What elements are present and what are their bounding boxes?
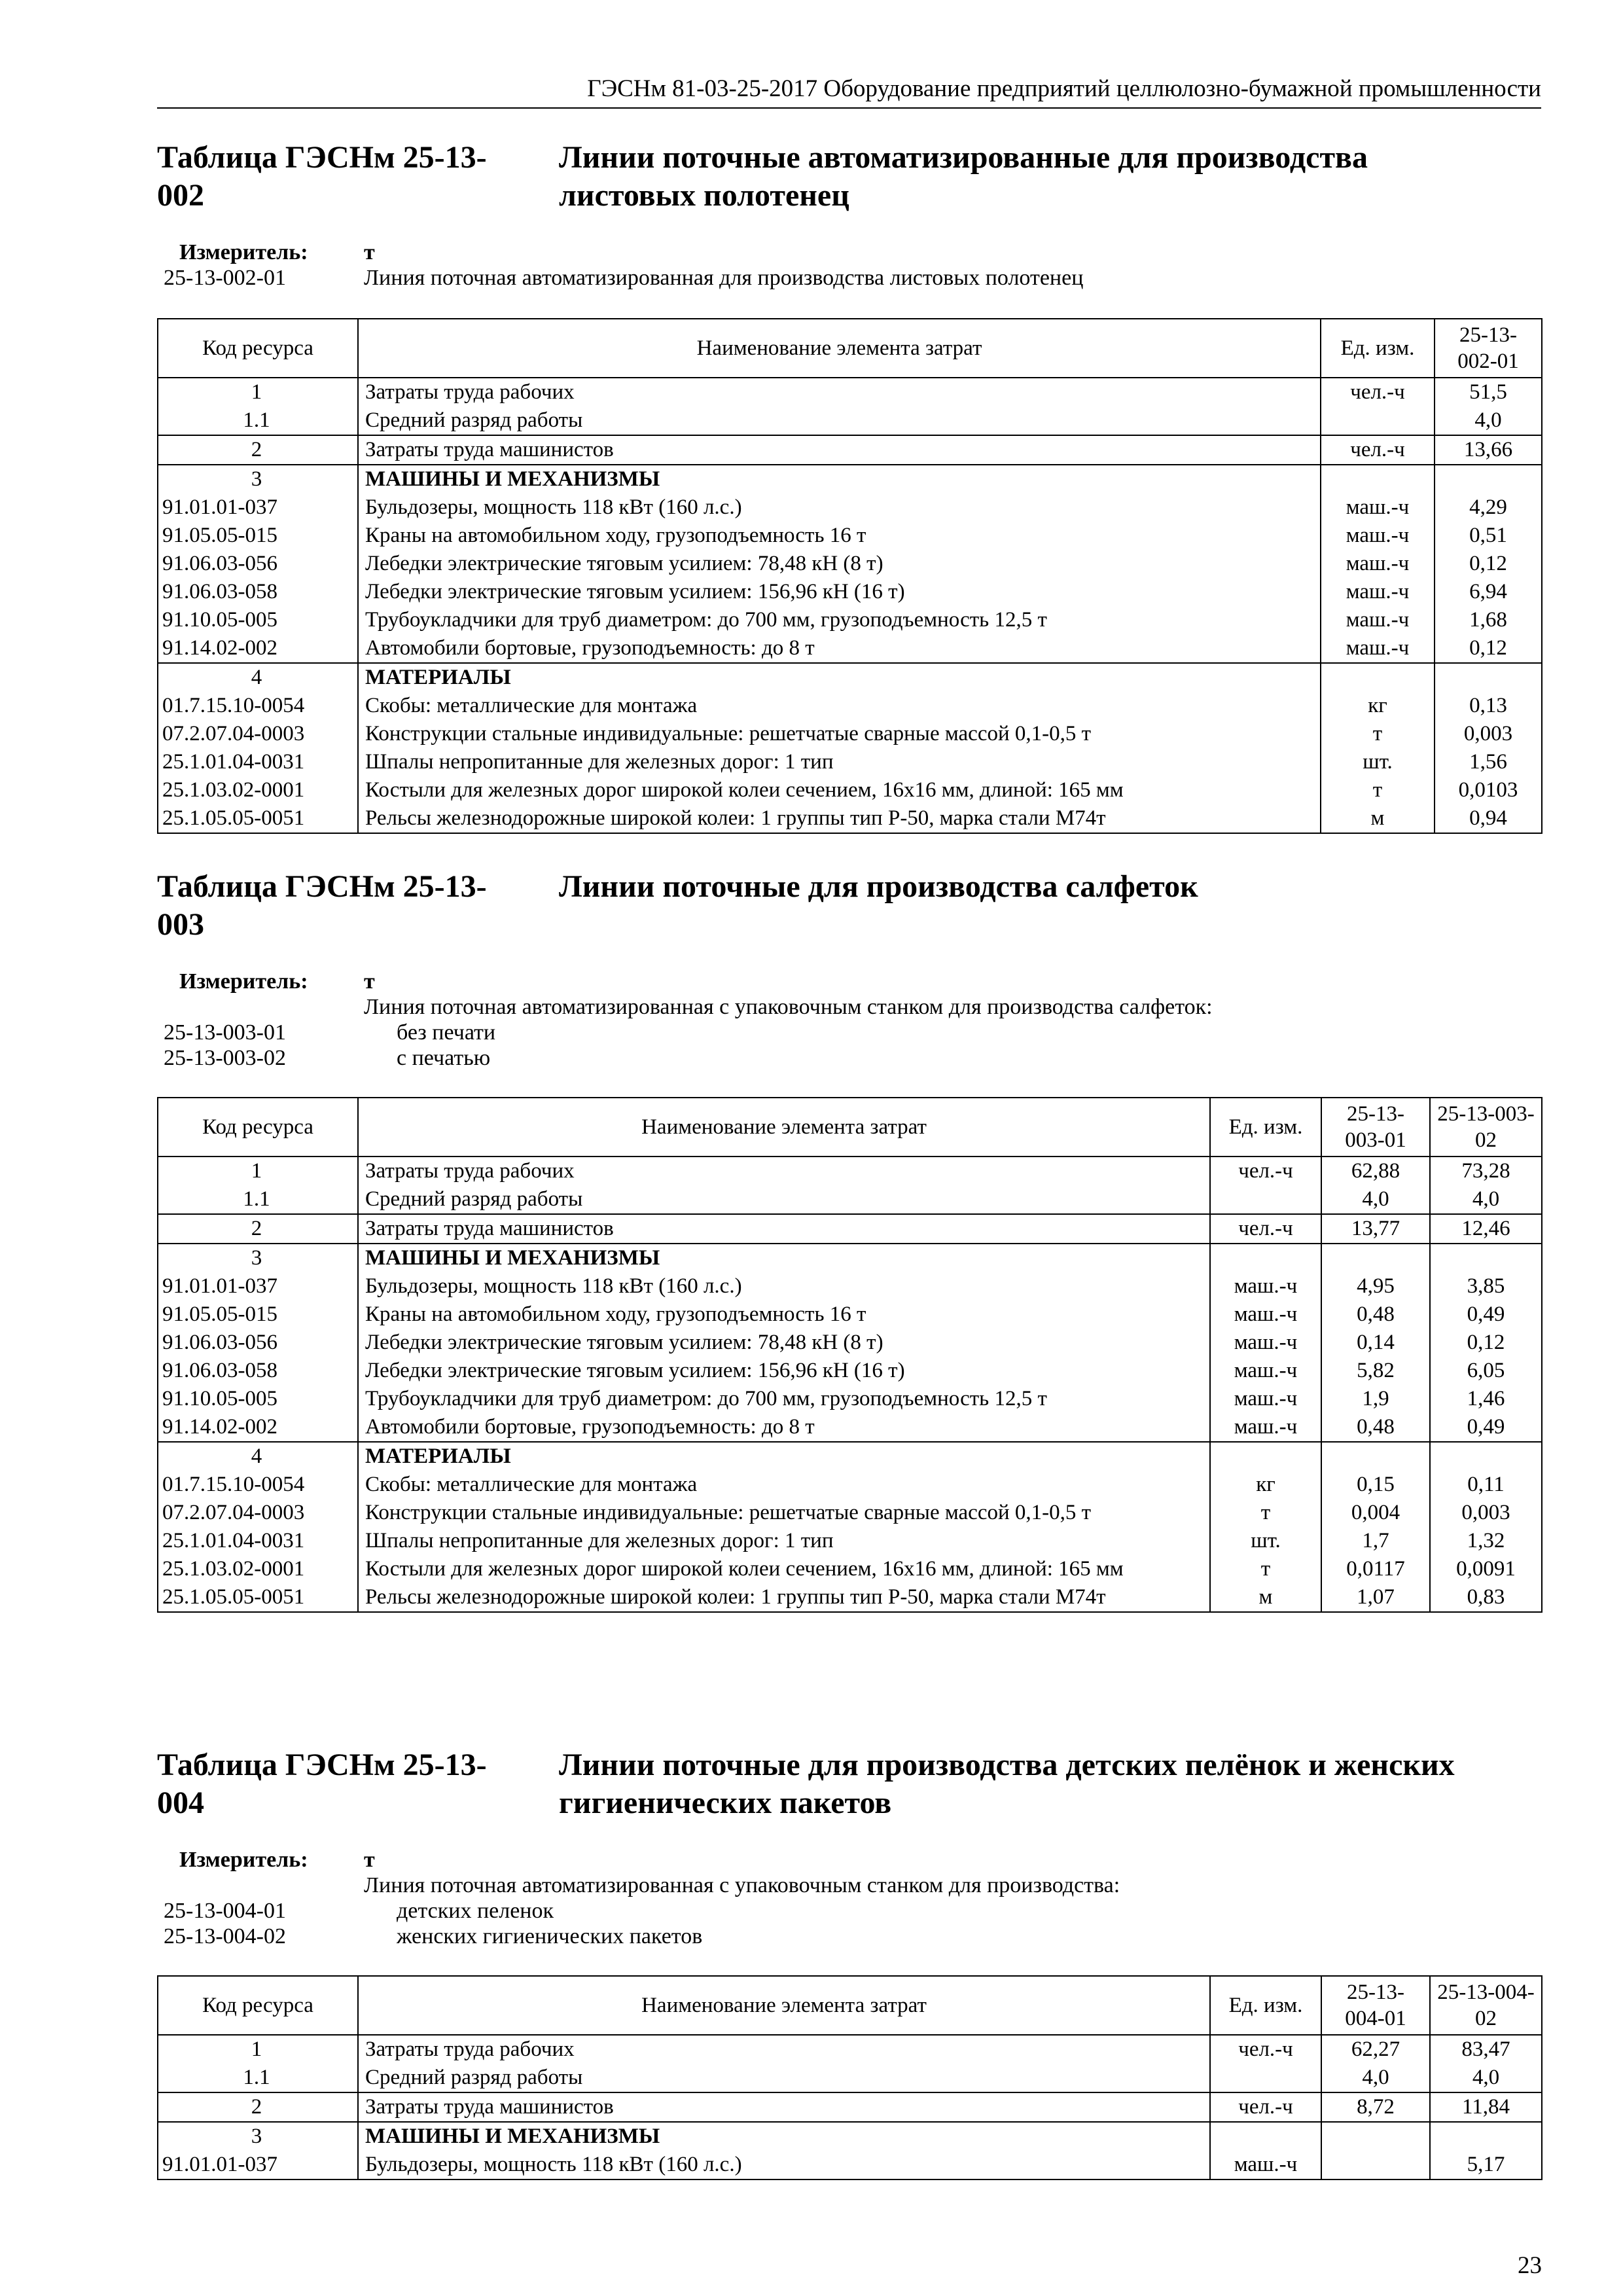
resource-name: МАТЕРИАЛЫ: [358, 1442, 1210, 1471]
resource-code: 25.1.01.04-0031: [158, 748, 358, 776]
resource-code: 25.1.03.02-0001: [158, 776, 358, 804]
col-header-unit: Ед. изм.: [1210, 1098, 1321, 1157]
resource-code: 91.05.05-015: [158, 1300, 358, 1329]
norm-value: [1321, 1442, 1430, 1471]
resource-unit: маш.-ч: [1210, 1385, 1321, 1413]
norm-intro: Линия поточная автоматизированная с упаковочным станком для производства салфеток:: [364, 995, 1213, 1019]
resource-code: 91.10.05-005: [158, 606, 358, 634]
resource-name: МАШИНЫ И МЕХАНИЗМЫ: [358, 465, 1321, 493]
resource-unit: [1210, 1442, 1321, 1471]
resource-name: Конструкции стальные индивидуальные: решетчатые сварные массой 0,1-0,5 т: [358, 720, 1321, 748]
norm-value: 0,004: [1321, 1499, 1430, 1527]
norm-value: 73,28: [1430, 1157, 1542, 1185]
norm-value: 11,84: [1430, 2092, 1542, 2122]
resource-unit: маш.-ч: [1321, 634, 1435, 663]
resource-unit: чел.-ч: [1321, 378, 1435, 406]
resource-unit: м: [1321, 804, 1435, 833]
table-caption: Линии поточные автоматизированные для производства листовых полотенец: [559, 140, 1368, 213]
col-header-name: Наименование элемента затрат: [358, 1976, 1210, 2035]
resource-unit: маш.-ч: [1210, 1357, 1321, 1385]
resource-name: Затраты труда машинистов: [358, 1214, 1210, 1244]
table-row: [158, 1357, 1542, 1385]
resource-name: МАТЕРИАЛЫ: [358, 663, 1321, 692]
resource-unit: маш.-ч: [1210, 1329, 1321, 1357]
resource-code: 1: [158, 2035, 358, 2064]
resource-name: Скобы: металлические для монтажа: [358, 692, 1321, 720]
col-header-name: Наименование элемента затрат: [358, 1098, 1210, 1157]
norm-value: [1321, 1244, 1430, 1272]
table-row: [158, 1385, 1542, 1413]
norm-code: 25-13-003-01: [164, 1020, 286, 1045]
section-title: [157, 139, 1541, 223]
norm-item: [157, 265, 1541, 291]
resource-unit: шт.: [1210, 1527, 1321, 1555]
resource-unit: т: [1210, 1499, 1321, 1527]
resource-name: Затраты труда рабочих: [358, 2035, 1210, 2064]
resource-code: 3: [158, 1244, 358, 1272]
resource-name: Лебедки электрические тяговым усилием: 78,48 кН (8 т): [358, 550, 1321, 578]
table-body: [158, 2035, 1542, 2179]
resource-code: 4: [158, 663, 358, 692]
table-number: Таблица ГЭСНм 25-13- 003: [157, 869, 487, 942]
resource-unit: [1321, 663, 1435, 692]
resource-code: 25.1.05.05-0051: [158, 1583, 358, 1612]
norm-code: 25-13-004-01: [164, 1899, 286, 1923]
resource-name: Затраты труда машинистов: [358, 2092, 1210, 2122]
table-body: [158, 378, 1542, 833]
norm-value: 6,94: [1435, 578, 1542, 606]
meter-unit: т: [364, 969, 375, 994]
norm-value: 8,72: [1321, 2092, 1430, 2122]
resource-name: Трубоукладчики для труб диаметром: до 700 мм, грузоподъемность 12,5 т: [358, 1385, 1210, 1413]
resource-unit: чел.-ч: [1210, 2035, 1321, 2064]
resource-name: Затраты труда машинистов: [358, 435, 1321, 465]
col-header-name: Наименование элемента затрат: [358, 319, 1321, 378]
col-header-norm-1: 25-13-003-01: [1321, 1098, 1430, 1157]
norm-value: 0,0103: [1435, 776, 1542, 804]
resource-code: 91.14.02-002: [158, 1413, 358, 1442]
table-row: [158, 550, 1542, 578]
table-row: [158, 2064, 1542, 2092]
meter-unit: т: [364, 1848, 375, 1872]
table-row: [158, 804, 1542, 833]
norm-value: 0,13: [1435, 692, 1542, 720]
resource-code: 91.06.03-058: [158, 1357, 358, 1385]
norm-value: 0,14: [1321, 1329, 1430, 1357]
table-caption: Линии поточные для производства салфеток: [559, 869, 1198, 904]
table-row: [158, 1329, 1542, 1357]
norm-value: 3,85: [1430, 1272, 1542, 1300]
norm-value: 0,12: [1430, 1329, 1542, 1357]
resource-unit: [1210, 2122, 1321, 2151]
resource-unit: т: [1321, 776, 1435, 804]
norm-description: без печати: [397, 1020, 496, 1045]
meter-label: Измеритель:: [179, 1848, 308, 1872]
resource-unit: [1210, 1185, 1321, 1214]
group-row: [158, 1244, 1542, 1272]
resource-name: Шпалы непропитанные для железных дорог: 1 тип: [358, 748, 1321, 776]
norm-value: [1430, 1244, 1542, 1272]
norm-item: [157, 1020, 1541, 1045]
norm-value: 0,48: [1321, 1300, 1430, 1329]
resource-code: 01.7.15.10-0054: [158, 692, 358, 720]
resource-unit: маш.-ч: [1210, 1272, 1321, 1300]
norm-description: детских пеленок: [397, 1899, 554, 1923]
resource-code: 07.2.07.04-0003: [158, 1499, 358, 1527]
resource-unit: маш.-ч: [1210, 2151, 1321, 2179]
resource-unit: м: [1210, 1583, 1321, 1612]
norm-value: 0,51: [1435, 522, 1542, 550]
resource-unit: [1321, 406, 1435, 435]
resource-table: [157, 318, 1543, 834]
resource-unit: чел.-ч: [1210, 1214, 1321, 1244]
resource-name: Затраты труда рабочих: [358, 1157, 1210, 1185]
resource-unit: шт.: [1321, 748, 1435, 776]
resource-name: Бульдозеры, мощность 118 кВт (160 л.с.): [358, 493, 1321, 522]
norm-code: 25-13-003-02: [164, 1046, 286, 1070]
table-number: Таблица ГЭСНм 25-13- 002: [157, 140, 487, 213]
norm-item: [157, 1924, 1541, 1949]
norm-value: [1321, 2151, 1430, 2179]
resource-code: 25.1.01.04-0031: [158, 1527, 358, 1555]
resource-name: Бульдозеры, мощность 118 кВт (160 л.с.): [358, 1272, 1210, 1300]
norm-value: 0,49: [1430, 1300, 1542, 1329]
resource-code: 2: [158, 1214, 358, 1244]
norm-description: Линия поточная автоматизированная для производства листовых полотенец: [364, 266, 1084, 290]
norm-value: 62,88: [1321, 1157, 1430, 1185]
resource-unit: маш.-ч: [1321, 578, 1435, 606]
norm-value: 0,94: [1435, 804, 1542, 833]
group-row: [158, 1157, 1542, 1185]
group-row: [158, 1214, 1542, 1244]
norm-value: 5,82: [1321, 1357, 1430, 1385]
norm-value: [1321, 2122, 1430, 2151]
norm-value: [1430, 2122, 1542, 2151]
resource-code: 91.01.01-037: [158, 2151, 358, 2179]
norm-value: 4,95: [1321, 1272, 1430, 1300]
resource-unit: т: [1321, 720, 1435, 748]
resource-code: 91.05.05-015: [158, 522, 358, 550]
table-row: [158, 748, 1542, 776]
norm-code: 25-13-004-02: [164, 1924, 286, 1948]
group-row: [158, 435, 1542, 465]
table-row: [158, 1499, 1542, 1527]
norm-value: [1430, 1442, 1542, 1471]
resource-table: [157, 1097, 1543, 1613]
resource-table: [157, 1975, 1543, 2180]
resource-name: Затраты труда рабочих: [358, 378, 1321, 406]
resource-unit: маш.-ч: [1321, 606, 1435, 634]
page-number: 23: [1518, 2252, 1542, 2279]
resource-name: Автомобили бортовые, грузоподъемность: до 8 т: [358, 634, 1321, 663]
norm-value: 62,27: [1321, 2035, 1430, 2064]
table-row: [158, 606, 1542, 634]
resource-name: МАШИНЫ И МЕХАНИЗМЫ: [358, 1244, 1210, 1272]
meter-label: Измеритель:: [179, 240, 308, 264]
resource-name: Конструкции стальные индивидуальные: решетчатые сварные массой 0,1-0,5 т: [358, 1499, 1210, 1527]
resource-name: Рельсы железнодорожные широкой колеи: 1 группы тип Р-50, марка стали М74т: [358, 804, 1321, 833]
table-row: [158, 720, 1542, 748]
resource-name: Краны на автомобильном ходу, грузоподъемность 16 т: [358, 522, 1321, 550]
resource-name: Средний разряд работы: [358, 406, 1321, 435]
resource-unit: чел.-ч: [1210, 1157, 1321, 1185]
table-section-25-13-004: [157, 1746, 1541, 2180]
meter-block: [157, 969, 1541, 1071]
meter-label: Измеритель:: [179, 969, 308, 994]
table-row: [158, 1555, 1542, 1583]
meter-unit: т: [364, 240, 375, 264]
table-row: [158, 1583, 1542, 1612]
table-row: [158, 493, 1542, 522]
norm-item: [157, 1045, 1541, 1071]
resource-code: 01.7.15.10-0054: [158, 1471, 358, 1499]
norm-description: с печатью: [397, 1046, 491, 1070]
norm-value: 4,0: [1430, 1185, 1542, 1214]
norm-value: 1,32: [1430, 1527, 1542, 1555]
norm-value: 1,7: [1321, 1527, 1430, 1555]
norm-value: 13,66: [1435, 435, 1542, 465]
col-header-code: Код ресурса: [158, 1098, 358, 1157]
norm-value: 83,47: [1430, 2035, 1542, 2064]
resource-name: Лебедки электрические тяговым усилием: 78,48 кН (8 т): [358, 1329, 1210, 1357]
norm-value: 0,12: [1435, 634, 1542, 663]
norm-value: [1435, 465, 1542, 493]
resource-code: 2: [158, 2092, 358, 2122]
norm-value: 1,46: [1430, 1385, 1542, 1413]
group-row: [158, 663, 1542, 692]
group-row: [158, 1442, 1542, 1471]
resource-unit: [1321, 465, 1435, 493]
norm-value: 0,49: [1430, 1413, 1542, 1442]
resource-name: Рельсы железнодорожные широкой колеи: 1 группы тип Р-50, марка стали М74т: [358, 1583, 1210, 1612]
resource-name: МАШИНЫ И МЕХАНИЗМЫ: [358, 2122, 1210, 2151]
table-caption: Линии поточные для производства детских пелёнок и женских гигиенических пакетов: [559, 1748, 1455, 1820]
resource-code: 1.1: [158, 2064, 358, 2092]
table-row: [158, 1413, 1542, 1442]
table-row: [158, 1471, 1542, 1499]
resource-code: 91.06.03-058: [158, 578, 358, 606]
resource-code: 91.14.02-002: [158, 634, 358, 663]
group-row: [158, 2035, 1542, 2064]
table-row: [158, 1300, 1542, 1329]
col-header-unit: Ед. изм.: [1321, 319, 1435, 378]
resource-name: Краны на автомобильном ходу, грузоподъемность 16 т: [358, 1300, 1210, 1329]
norm-value: 6,05: [1430, 1357, 1542, 1385]
norm-value: 1,68: [1435, 606, 1542, 634]
norm-description: женских гигиенических пакетов: [397, 1924, 703, 1948]
norm-value: 4,0: [1435, 406, 1542, 435]
resource-name: Костыли для железных дорог широкой колеи сечением, 16х16 мм, длиной: 165 мм: [358, 776, 1321, 804]
resource-code: 4: [158, 1442, 358, 1471]
norm-code: 25-13-002-01: [164, 266, 286, 290]
resource-code: 1.1: [158, 1185, 358, 1214]
norm-value: 4,29: [1435, 493, 1542, 522]
table-row: [158, 406, 1542, 435]
group-row: [158, 2122, 1542, 2151]
table-row: [158, 1185, 1542, 1214]
resource-code: 07.2.07.04-0003: [158, 720, 358, 748]
norm-value: 1,07: [1321, 1583, 1430, 1612]
resource-unit: чел.-ч: [1210, 2092, 1321, 2122]
resource-name: Лебедки электрические тяговым усилием: 156,96 кН (16 т): [358, 1357, 1210, 1385]
resource-unit: маш.-ч: [1210, 1300, 1321, 1329]
norm-value: [1435, 663, 1542, 692]
norm-value: 12,46: [1430, 1214, 1542, 1244]
norm-intro: Линия поточная автоматизированная с упаковочным станком для производства:: [364, 1873, 1120, 1897]
table-row: [158, 634, 1542, 663]
resource-code: 1: [158, 378, 358, 406]
group-row: [158, 378, 1542, 406]
resource-code: 1.1: [158, 406, 358, 435]
table-body: [158, 1157, 1542, 1612]
table-row: [158, 1527, 1542, 1555]
resource-code: 2: [158, 435, 358, 465]
norm-value: 0,003: [1435, 720, 1542, 748]
norm-value: 51,5: [1435, 378, 1542, 406]
resource-name: Шпалы непропитанные для железных дорог: 1 тип: [358, 1527, 1210, 1555]
table-row: [158, 522, 1542, 550]
resource-code: 91.01.01-037: [158, 1272, 358, 1300]
table-section-25-13-003: [157, 868, 1541, 1613]
norm-value: 0,0117: [1321, 1555, 1430, 1583]
meter-block: [157, 240, 1541, 291]
norm-value: 5,17: [1430, 2151, 1542, 2179]
resource-code: 1: [158, 1157, 358, 1185]
resource-unit: маш.-ч: [1210, 1413, 1321, 1442]
col-header-norm-2: 25-13-004-02: [1430, 1976, 1542, 2035]
resource-unit: т: [1210, 1555, 1321, 1583]
section-title: [157, 1746, 1541, 1830]
resource-name: Скобы: металлические для монтажа: [358, 1471, 1210, 1499]
group-row: [158, 2092, 1542, 2122]
table-row: [158, 692, 1542, 720]
norm-value: 4,0: [1321, 1185, 1430, 1214]
resource-name: Костыли для железных дорог широкой колеи сечением, 16х16 мм, длиной: 165 мм: [358, 1555, 1210, 1583]
norm-value: 0,12: [1435, 550, 1542, 578]
table-row: [158, 1272, 1542, 1300]
resource-unit: маш.-ч: [1321, 522, 1435, 550]
resource-code: 91.06.03-056: [158, 550, 358, 578]
norm-value: 0,83: [1430, 1583, 1542, 1612]
resource-unit: [1210, 1244, 1321, 1272]
norm-value: 0,48: [1321, 1413, 1430, 1442]
running-header: ГЭСНм 81-03-25-2017 Оборудование предприятий целлюлозно-бумажной промышленности: [157, 73, 1541, 109]
resource-code: 91.01.01-037: [158, 493, 358, 522]
resource-name: Трубоукладчики для труб диаметром: до 700 мм, грузоподъемность 12,5 т: [358, 606, 1321, 634]
resource-code: 25.1.05.05-0051: [158, 804, 358, 833]
resource-code: 91.06.03-056: [158, 1329, 358, 1357]
resource-unit: маш.-ч: [1321, 493, 1435, 522]
group-row: [158, 465, 1542, 493]
resource-unit: маш.-ч: [1321, 550, 1435, 578]
col-header-code: Код ресурса: [158, 1976, 358, 2035]
col-header-norm-1: 25-13-004-01: [1321, 1976, 1430, 2035]
section-title: [157, 868, 1541, 952]
norm-item: [157, 1898, 1541, 1924]
table-number: Таблица ГЭСНм 25-13- 004: [157, 1748, 487, 1820]
resource-unit: кг: [1210, 1471, 1321, 1499]
resource-name: Автомобили бортовые, грузоподъемность: до 8 т: [358, 1413, 1210, 1442]
resource-code: 3: [158, 2122, 358, 2151]
resource-unit: кг: [1321, 692, 1435, 720]
norm-value: 4,0: [1430, 2064, 1542, 2092]
col-header-norm-2: 25-13-003-02: [1430, 1098, 1542, 1157]
resource-name: Бульдозеры, мощность 118 кВт (160 л.с.): [358, 2151, 1210, 2179]
table-row: [158, 776, 1542, 804]
resource-name: Средний разряд работы: [358, 2064, 1210, 2092]
norm-value: 0,15: [1321, 1471, 1430, 1499]
resource-name: Лебедки электрические тяговым усилием: 156,96 кН (16 т): [358, 578, 1321, 606]
table-row: [158, 2151, 1542, 2179]
norm-value: 1,9: [1321, 1385, 1430, 1413]
resource-code: 91.10.05-005: [158, 1385, 358, 1413]
norm-value: 0,003: [1430, 1499, 1542, 1527]
norm-value: 0,11: [1430, 1471, 1542, 1499]
table-row: [158, 578, 1542, 606]
table-section-25-13-002: [157, 139, 1541, 834]
norm-value: 0,0091: [1430, 1555, 1542, 1583]
col-header-code: Код ресурса: [158, 319, 358, 378]
resource-code: 25.1.03.02-0001: [158, 1555, 358, 1583]
resource-name: Средний разряд работы: [358, 1185, 1210, 1214]
norm-value: 1,56: [1435, 748, 1542, 776]
resource-unit: чел.-ч: [1321, 435, 1435, 465]
resource-code: 3: [158, 465, 358, 493]
col-header-unit: Ед. изм.: [1210, 1976, 1321, 2035]
resource-unit: [1210, 2064, 1321, 2092]
meter-block: [157, 1847, 1541, 1949]
norm-value: 13,77: [1321, 1214, 1430, 1244]
norm-value: 4,0: [1321, 2064, 1430, 2092]
col-header-norm: 25-13-002-01: [1435, 319, 1542, 378]
